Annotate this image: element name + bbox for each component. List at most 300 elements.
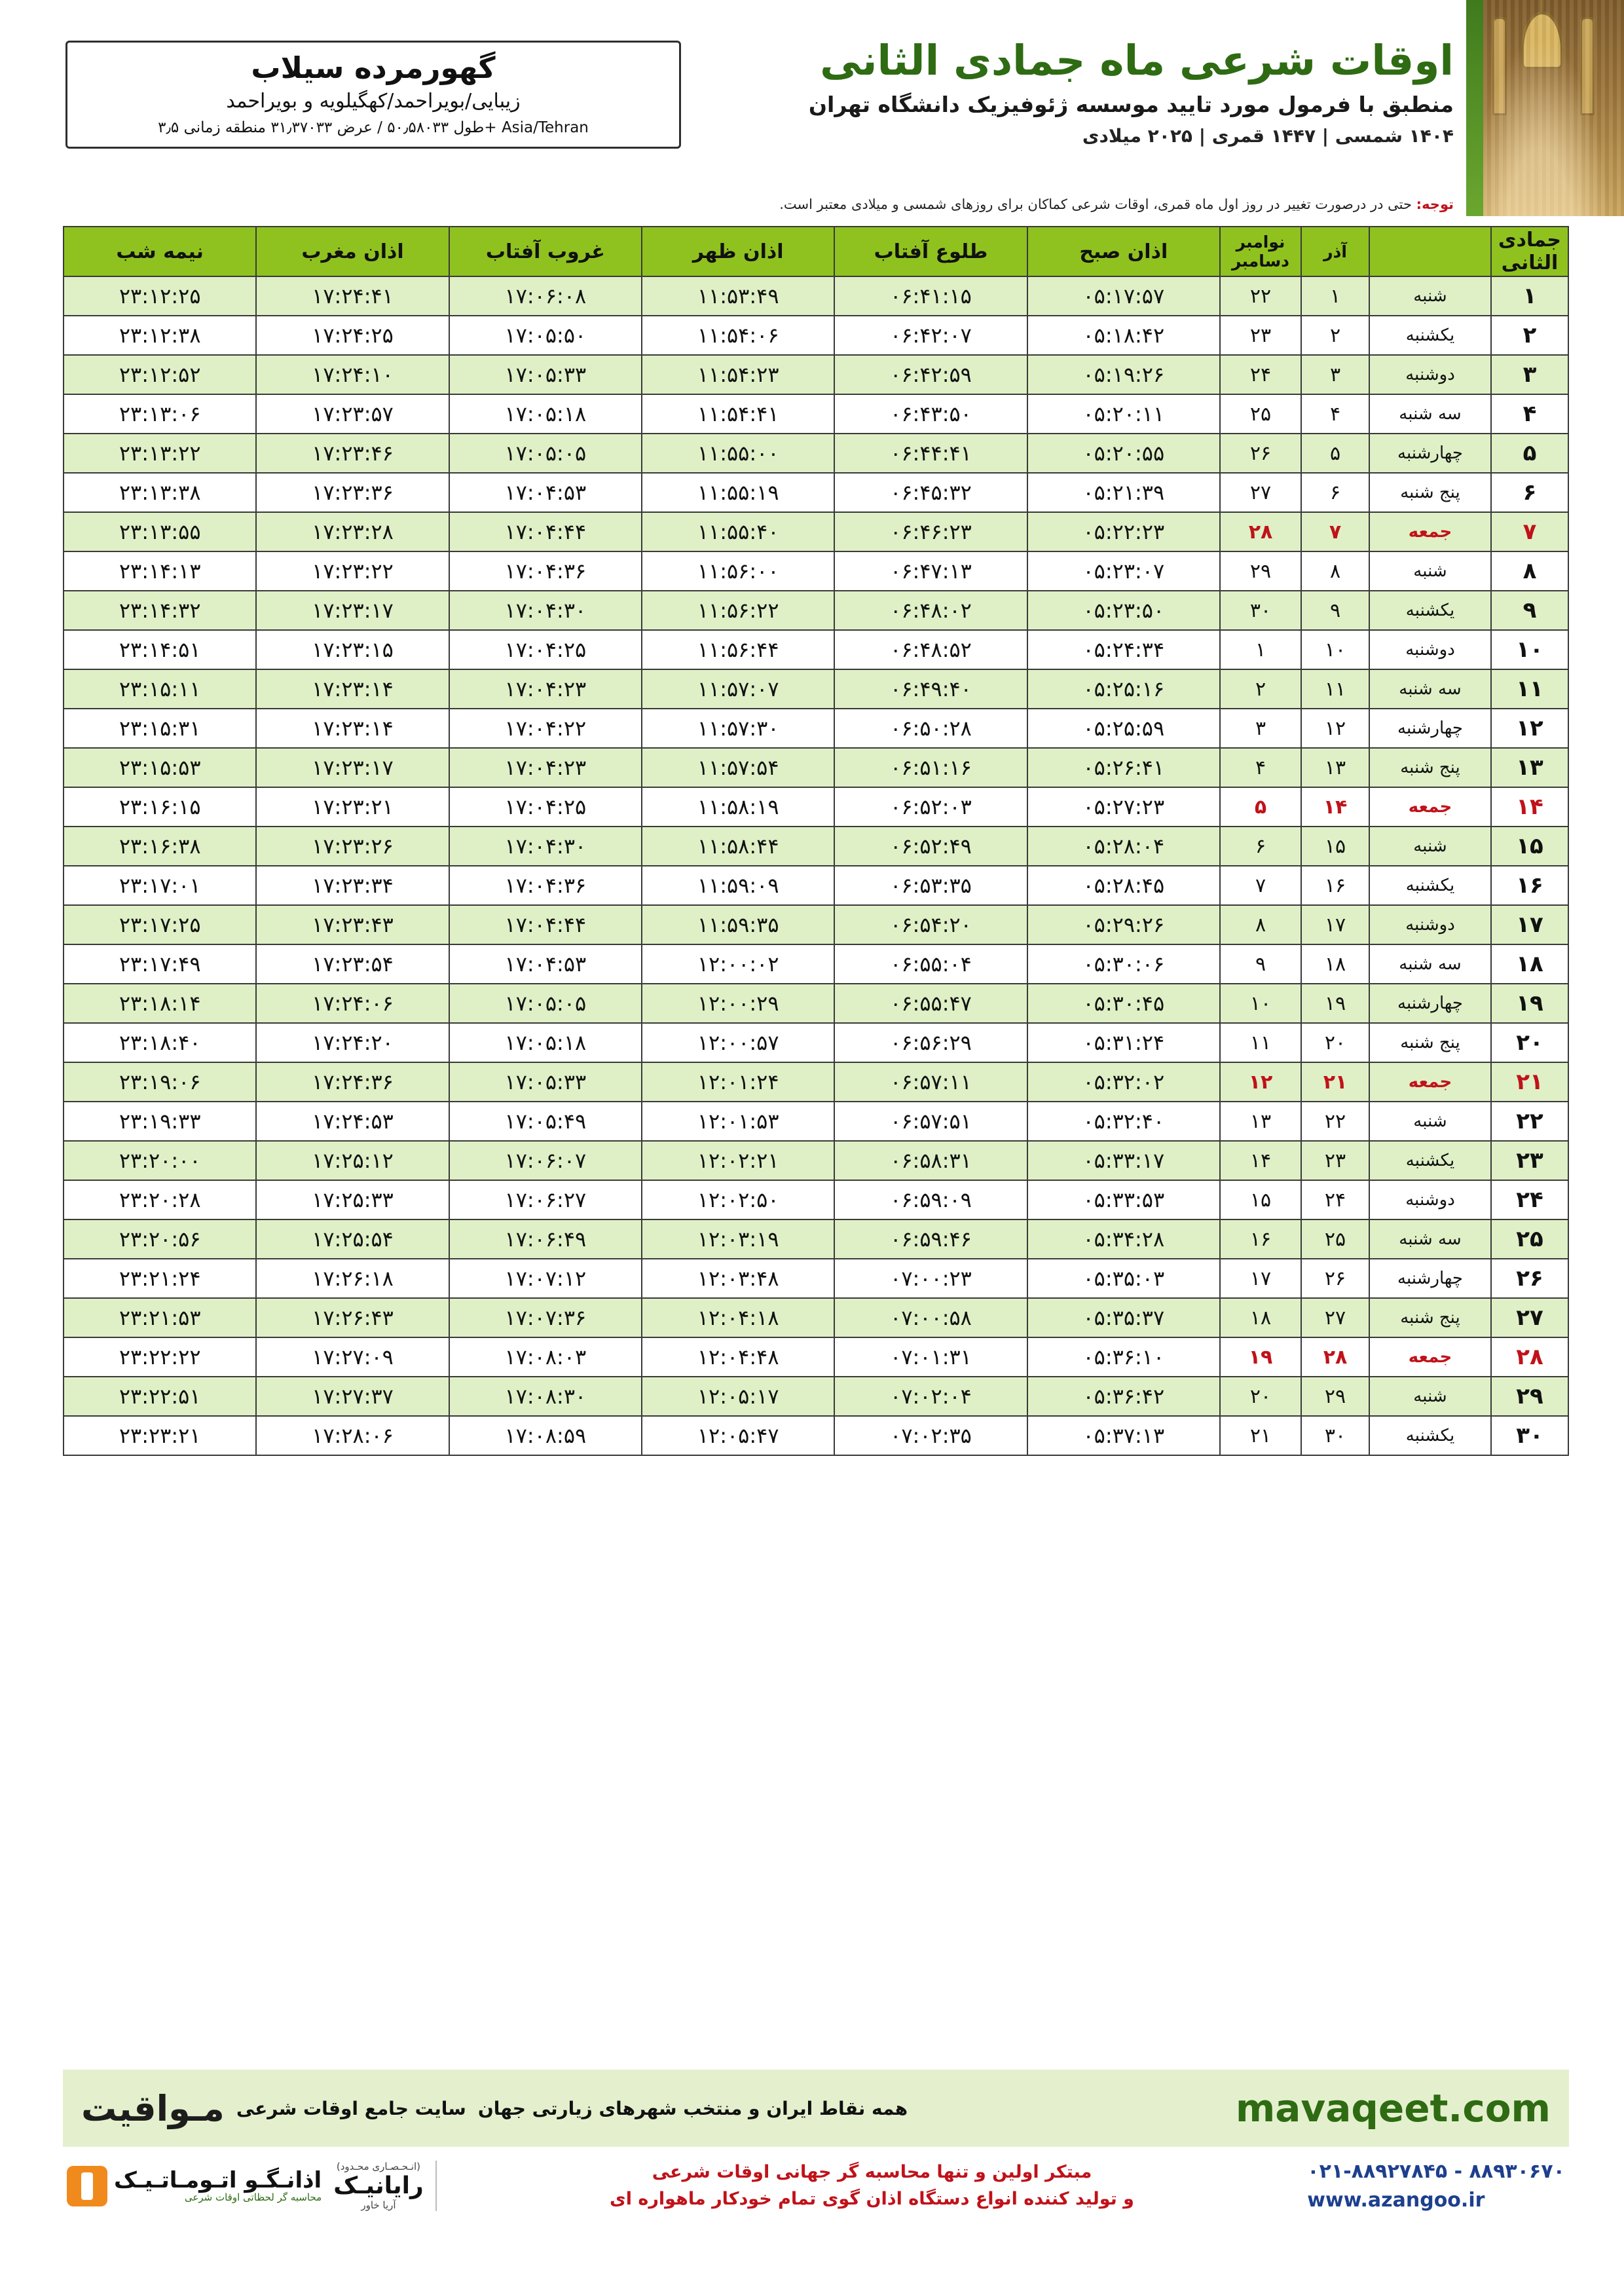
cell-dhuhr: ۱۱:۵۳:۴۹ bbox=[642, 276, 834, 316]
table-row bbox=[64, 1259, 1568, 1298]
cell-sunrise: ۰۶:۵۹:۰۹ bbox=[834, 1180, 1027, 1219]
cell-gregorian: ۱۷ bbox=[1220, 1259, 1301, 1298]
cell-sunset: ۱۷:۰۵:۱۸ bbox=[449, 394, 642, 434]
cell-weekday: جمعه bbox=[1369, 1062, 1491, 1102]
cell-maghrib: ۱۷:۲۳:۲۲ bbox=[256, 551, 449, 591]
cell-hijri-day: ۴ bbox=[1491, 394, 1568, 434]
cell-fajr: ۰۵:۳۳:۵۳ bbox=[1027, 1180, 1220, 1219]
table-row bbox=[64, 591, 1568, 630]
cell-azar: ۱ bbox=[1301, 276, 1369, 316]
cell-midnight: ۲۳:۱۲:۲۵ bbox=[64, 276, 256, 316]
table-row bbox=[64, 1062, 1568, 1102]
cell-azar: ۲۵ bbox=[1301, 1219, 1369, 1259]
cell-weekday: چهارشنبه bbox=[1369, 709, 1491, 748]
brand-block bbox=[81, 2088, 908, 2129]
cell-sunrise: ۰۶:۴۸:۵۲ bbox=[834, 630, 1027, 669]
azangoo-sub: محاسبه گر لحظاتی اوقات شرعی bbox=[184, 2191, 322, 2203]
header-sunset: غروب آفتاب bbox=[449, 227, 642, 276]
cell-fajr: ۰۵:۳۰:۴۵ bbox=[1027, 984, 1220, 1023]
cell-dhuhr: ۱۱:۵۵:۰۰ bbox=[642, 434, 834, 473]
cell-sunrise: ۰۶:۵۵:۴۷ bbox=[834, 984, 1027, 1023]
note-line bbox=[65, 196, 1454, 212]
cell-maghrib: ۱۷:۲۸:۰۶ bbox=[256, 1416, 449, 1455]
cell-azar: ۱۴ bbox=[1301, 787, 1369, 827]
cell-sunset: ۱۷:۰۴:۲۵ bbox=[449, 630, 642, 669]
title-block bbox=[733, 39, 1454, 147]
note-label: توجه: bbox=[1416, 196, 1454, 212]
cell-weekday: چهارشنبه bbox=[1369, 434, 1491, 473]
cell-sunset: ۱۷:۰۴:۵۳ bbox=[449, 473, 642, 512]
cell-azar: ۲۷ bbox=[1301, 1298, 1369, 1337]
rayanic-top-text: (انـحـصـاری محـدود) bbox=[336, 2161, 421, 2172]
cell-maghrib: ۱۷:۲۳:۱۷ bbox=[256, 748, 449, 787]
header-midnight: نیمه شب bbox=[64, 227, 256, 276]
cell-maghrib: ۱۷:۲۷:۰۹ bbox=[256, 1337, 449, 1377]
cell-azar: ۲۲ bbox=[1301, 1102, 1369, 1141]
cell-sunset: ۱۷:۰۵:۱۸ bbox=[449, 1023, 642, 1062]
cell-sunrise: ۰۶:۴۶:۲۳ bbox=[834, 512, 1027, 551]
cell-sunset: ۱۷:۰۶:۲۷ bbox=[449, 1180, 642, 1219]
cell-maghrib: ۱۷:۲۳:۳۶ bbox=[256, 473, 449, 512]
cell-gregorian: ۵ bbox=[1220, 787, 1301, 827]
table-row bbox=[64, 984, 1568, 1023]
cell-hijri-day: ۱۸ bbox=[1491, 944, 1568, 984]
cell-maghrib: ۱۷:۲۳:۵۴ bbox=[256, 944, 449, 984]
cell-midnight: ۲۳:۱۳:۲۲ bbox=[64, 434, 256, 473]
cell-dhuhr: ۱۱:۵۵:۴۰ bbox=[642, 512, 834, 551]
cell-midnight: ۲۳:۱۳:۰۶ bbox=[64, 394, 256, 434]
cell-sunrise: ۰۶:۵۲:۴۹ bbox=[834, 827, 1027, 866]
cell-midnight: ۲۳:۱۵:۵۳ bbox=[64, 748, 256, 787]
cell-hijri-day: ۱۰ bbox=[1491, 630, 1568, 669]
cell-hijri-day: ۳ bbox=[1491, 355, 1568, 394]
cell-weekday: دوشنبه bbox=[1369, 905, 1491, 944]
cell-gregorian: ۱۱ bbox=[1220, 1023, 1301, 1062]
cell-fajr: ۰۵:۲۵:۱۶ bbox=[1027, 669, 1220, 709]
cell-hijri-day: ۵ bbox=[1491, 434, 1568, 473]
cell-weekday: شنبه bbox=[1369, 827, 1491, 866]
cell-gregorian: ۳۰ bbox=[1220, 591, 1301, 630]
table-row bbox=[64, 1416, 1568, 1455]
table-row bbox=[64, 473, 1568, 512]
cell-azar: ۴ bbox=[1301, 394, 1369, 434]
cell-sunset: ۱۷:۰۶:۰۸ bbox=[449, 276, 642, 316]
contact-block bbox=[1307, 2157, 1565, 2214]
cell-fajr: ۰۵:۲۴:۳۴ bbox=[1027, 630, 1220, 669]
cell-hijri-day: ۲۵ bbox=[1491, 1219, 1568, 1259]
cell-gregorian: ۱۵ bbox=[1220, 1180, 1301, 1219]
cell-maghrib: ۱۷:۲۴:۳۶ bbox=[256, 1062, 449, 1102]
table-row bbox=[64, 827, 1568, 866]
cell-azar: ۱۲ bbox=[1301, 709, 1369, 748]
cell-fajr: ۰۵:۲۳:۵۰ bbox=[1027, 591, 1220, 630]
cell-gregorian: ۹ bbox=[1220, 944, 1301, 984]
cell-sunset: ۱۷:۰۴:۳۶ bbox=[449, 551, 642, 591]
cell-gregorian: ۲۷ bbox=[1220, 473, 1301, 512]
cell-midnight: ۲۳:۱۹:۳۳ bbox=[64, 1102, 256, 1141]
table-row bbox=[64, 355, 1568, 394]
cell-maghrib: ۱۷:۲۶:۴۳ bbox=[256, 1298, 449, 1337]
cell-fajr: ۰۵:۲۵:۵۹ bbox=[1027, 709, 1220, 748]
page-subtitle: منطبق با فرمول مورد تایید موسسه ژئوفیزیک دانشگاه تهران bbox=[808, 92, 1454, 118]
cell-midnight: ۲۳:۱۳:۵۵ bbox=[64, 512, 256, 551]
cell-sunset: ۱۷:۰۵:۳۳ bbox=[449, 1062, 642, 1102]
cell-dhuhr: ۱۱:۵۶:۰۰ bbox=[642, 551, 834, 591]
city-province: زیبایی/بویراحمد/کهگیلویه و بویراحمد bbox=[226, 89, 521, 113]
cell-sunset: ۱۷:۰۴:۴۴ bbox=[449, 905, 642, 944]
cell-azar: ۲ bbox=[1301, 316, 1369, 355]
cell-gregorian: ۱ bbox=[1220, 630, 1301, 669]
cell-hijri-day: ۱۷ bbox=[1491, 905, 1568, 944]
table-row bbox=[64, 1377, 1568, 1416]
cell-gregorian: ۲۱ bbox=[1220, 1416, 1301, 1455]
cell-dhuhr: ۱۱:۵۹:۳۵ bbox=[642, 905, 834, 944]
table-row bbox=[64, 276, 1568, 316]
cell-azar: ۵ bbox=[1301, 434, 1369, 473]
cell-azar: ۹ bbox=[1301, 591, 1369, 630]
table-row bbox=[64, 394, 1568, 434]
cell-midnight: ۲۳:۱۴:۵۱ bbox=[64, 630, 256, 669]
cell-azar: ۳۰ bbox=[1301, 1416, 1369, 1455]
prayer-times-table bbox=[63, 226, 1569, 1456]
cell-sunrise: ۰۶:۵۰:۲۸ bbox=[834, 709, 1027, 748]
cell-sunrise: ۰۶:۵۷:۱۱ bbox=[834, 1062, 1027, 1102]
table-header-row bbox=[64, 227, 1568, 276]
cell-dhuhr: ۱۱:۵۸:۴۴ bbox=[642, 827, 834, 866]
cell-maghrib: ۱۷:۲۶:۱۸ bbox=[256, 1259, 449, 1298]
cell-dhuhr: ۱۲:۰۴:۴۸ bbox=[642, 1337, 834, 1377]
table-row bbox=[64, 1219, 1568, 1259]
cell-weekday: پنج شنبه bbox=[1369, 473, 1491, 512]
cell-fajr: ۰۵:۳۶:۴۲ bbox=[1027, 1377, 1220, 1416]
cell-hijri-day: ۲۴ bbox=[1491, 1180, 1568, 1219]
cell-sunset: ۱۷:۰۴:۳۰ bbox=[449, 827, 642, 866]
cell-dhuhr: ۱۲:۰۲:۵۰ bbox=[642, 1180, 834, 1219]
cell-sunset: ۱۷:۰۴:۳۰ bbox=[449, 591, 642, 630]
cell-azar: ۲۱ bbox=[1301, 1062, 1369, 1102]
cell-midnight: ۲۳:۱۷:۴۹ bbox=[64, 944, 256, 984]
cell-hijri-day: ۲۲ bbox=[1491, 1102, 1568, 1141]
slogan-line-1: مبتکر اولین و تنها محاسبه گر جهانی اوقات شرعی bbox=[652, 2162, 1092, 2182]
rayanic-name: رایانیـک bbox=[333, 2172, 424, 2199]
header-dhuhr: اذان ظهر bbox=[642, 227, 834, 276]
cell-weekday: یکشنبه bbox=[1369, 591, 1491, 630]
cell-sunrise: ۰۶:۴۹:۴۰ bbox=[834, 669, 1027, 709]
cell-maghrib: ۱۷:۲۴:۵۳ bbox=[256, 1102, 449, 1141]
cell-sunrise: ۰۷:۰۲:۰۴ bbox=[834, 1377, 1027, 1416]
cell-weekday: پنج شنبه bbox=[1369, 748, 1491, 787]
cell-maghrib: ۱۷:۲۴:۲۵ bbox=[256, 316, 449, 355]
brand-name: مـواقیت bbox=[81, 2087, 225, 2129]
cell-azar: ۸ bbox=[1301, 551, 1369, 591]
cell-sunset: ۱۷:۰۴:۲۳ bbox=[449, 669, 642, 709]
note-text: حتی در درصورت تغییر در روز اول ماه قمری، اوقات شرعی کماکان برای روزهای شمسی و میلادی معتبر است. bbox=[779, 196, 1416, 212]
table-row bbox=[64, 1023, 1568, 1062]
cell-fajr: ۰۵:۲۰:۵۵ bbox=[1027, 434, 1220, 473]
cell-sunrise: ۰۶:۴۳:۵۰ bbox=[834, 394, 1027, 434]
cell-fajr: ۰۵:۳۵:۳۷ bbox=[1027, 1298, 1220, 1337]
rayanic-sub: آریا خاور bbox=[361, 2199, 396, 2211]
cell-fajr: ۰۵:۱۸:۴۲ bbox=[1027, 316, 1220, 355]
table-body bbox=[64, 276, 1568, 1455]
cell-fajr: ۰۵:۱۷:۵۷ bbox=[1027, 276, 1220, 316]
cell-gregorian: ۲ bbox=[1220, 669, 1301, 709]
cell-gregorian: ۷ bbox=[1220, 866, 1301, 905]
cell-sunset: ۱۷:۰۵:۴۹ bbox=[449, 1102, 642, 1141]
cell-maghrib: ۱۷:۲۳:۱۴ bbox=[256, 709, 449, 748]
cell-weekday: جمعه bbox=[1369, 1337, 1491, 1377]
cell-gregorian: ۱۸ bbox=[1220, 1298, 1301, 1337]
header-gregorian-nov: نوامبر bbox=[1236, 233, 1285, 251]
cell-maghrib: ۱۷:۲۷:۳۷ bbox=[256, 1377, 449, 1416]
cell-hijri-day: ۱۲ bbox=[1491, 709, 1568, 748]
city-coordinates: طول ۵۰٫۵۸۰۳۳ / عرض ۳۱٫۳۷۰۳۳ منطقه زمانی ۳٫۵+ Asia/Tehran bbox=[158, 119, 589, 136]
slogan-block bbox=[610, 2159, 1134, 2212]
cell-hijri-day: ۱۳ bbox=[1491, 748, 1568, 787]
table-row bbox=[64, 748, 1568, 787]
cell-dhuhr: ۱۱:۵۴:۰۶ bbox=[642, 316, 834, 355]
cell-dhuhr: ۱۲:۰۱:۵۳ bbox=[642, 1102, 834, 1141]
cell-sunrise: ۰۶:۵۳:۳۵ bbox=[834, 866, 1027, 905]
cell-maghrib: ۱۷:۲۳:۴۶ bbox=[256, 434, 449, 473]
rayanic-logo bbox=[333, 2161, 436, 2211]
cell-fajr: ۰۵:۲۰:۱۱ bbox=[1027, 394, 1220, 434]
cell-azar: ۱۵ bbox=[1301, 827, 1369, 866]
table-row bbox=[64, 944, 1568, 984]
cell-gregorian: ۴ bbox=[1220, 748, 1301, 787]
cell-midnight: ۲۳:۱۳:۳۸ bbox=[64, 473, 256, 512]
cell-azar: ۲۸ bbox=[1301, 1337, 1369, 1377]
azangoo-mark-icon bbox=[67, 2166, 107, 2206]
page-header bbox=[0, 0, 1624, 212]
cell-fajr: ۰۵:۳۱:۲۴ bbox=[1027, 1023, 1220, 1062]
cell-sunrise: ۰۷:۰۱:۳۱ bbox=[834, 1337, 1027, 1377]
cell-weekday: شنبه bbox=[1369, 551, 1491, 591]
cell-sunrise: ۰۶:۴۲:۰۷ bbox=[834, 316, 1027, 355]
header-azar: آذر bbox=[1301, 227, 1369, 276]
cell-hijri-day: ۷ bbox=[1491, 512, 1568, 551]
cell-azar: ۲۰ bbox=[1301, 1023, 1369, 1062]
cell-maghrib: ۱۷:۲۳:۲۸ bbox=[256, 512, 449, 551]
cell-gregorian: ۱۳ bbox=[1220, 1102, 1301, 1141]
cell-gregorian: ۱۶ bbox=[1220, 1219, 1301, 1259]
header-gregorian bbox=[1220, 227, 1301, 276]
page-footer bbox=[63, 2070, 1569, 2212]
cell-midnight: ۲۳:۱۶:۳۸ bbox=[64, 827, 256, 866]
cell-maghrib: ۱۷:۲۴:۰۶ bbox=[256, 984, 449, 1023]
cell-gregorian: ۱۲ bbox=[1220, 1062, 1301, 1102]
cell-sunrise: ۰۶:۵۲:۰۳ bbox=[834, 787, 1027, 827]
cell-dhuhr: ۱۱:۵۶:۴۴ bbox=[642, 630, 834, 669]
cell-weekday: دوشنبه bbox=[1369, 1180, 1491, 1219]
cell-fajr: ۰۵:۳۵:۰۳ bbox=[1027, 1259, 1220, 1298]
cell-maghrib: ۱۷:۲۳:۴۳ bbox=[256, 905, 449, 944]
cell-sunrise: ۰۶:۴۸:۰۲ bbox=[834, 591, 1027, 630]
cell-maghrib: ۱۷:۲۴:۴۱ bbox=[256, 276, 449, 316]
cell-gregorian: ۱۴ bbox=[1220, 1141, 1301, 1180]
cell-azar: ۱۳ bbox=[1301, 748, 1369, 787]
cell-sunrise: ۰۷:۰۰:۵۸ bbox=[834, 1298, 1027, 1337]
cell-sunrise: ۰۶:۴۱:۱۵ bbox=[834, 276, 1027, 316]
cell-fajr: ۰۵:۲۷:۲۳ bbox=[1027, 787, 1220, 827]
cell-azar: ۲۶ bbox=[1301, 1259, 1369, 1298]
cell-azar: ۱۰ bbox=[1301, 630, 1369, 669]
cell-azar: ۱۶ bbox=[1301, 866, 1369, 905]
cell-fajr: ۰۵:۳۴:۲۸ bbox=[1027, 1219, 1220, 1259]
cell-weekday: شنبه bbox=[1369, 1102, 1491, 1141]
cell-fajr: ۰۵:۲۱:۳۹ bbox=[1027, 473, 1220, 512]
cell-gregorian: ۲۶ bbox=[1220, 434, 1301, 473]
cell-sunrise: ۰۶:۵۹:۴۶ bbox=[834, 1219, 1027, 1259]
cell-sunrise: ۰۶:۴۲:۵۹ bbox=[834, 355, 1027, 394]
cell-sunset: ۱۷:۰۸:۰۳ bbox=[449, 1337, 642, 1377]
cell-sunset: ۱۷:۰۸:۳۰ bbox=[449, 1377, 642, 1416]
cell-weekday: دوشنبه bbox=[1369, 355, 1491, 394]
cell-midnight: ۲۳:۱۵:۱۱ bbox=[64, 669, 256, 709]
cell-hijri-day: ۲۹ bbox=[1491, 1377, 1568, 1416]
table-row bbox=[64, 866, 1568, 905]
cell-hijri-day: ۱۶ bbox=[1491, 866, 1568, 905]
cell-dhuhr: ۱۲:۰۰:۰۲ bbox=[642, 944, 834, 984]
cell-dhuhr: ۱۱:۵۴:۴۱ bbox=[642, 394, 834, 434]
cell-maghrib: ۱۷:۲۳:۵۷ bbox=[256, 394, 449, 434]
table-row bbox=[64, 709, 1568, 748]
cell-sunrise: ۰۶:۵۱:۱۶ bbox=[834, 748, 1027, 787]
cell-hijri-day: ۶ bbox=[1491, 473, 1568, 512]
cell-weekday: یکشنبه bbox=[1369, 316, 1491, 355]
azangoo-url[interactable]: www.azangoo.ir bbox=[1307, 2188, 1485, 2212]
cell-midnight: ۲۳:۲۰:۲۸ bbox=[64, 1180, 256, 1219]
table-row bbox=[64, 512, 1568, 551]
table-row bbox=[64, 316, 1568, 355]
cell-dhuhr: ۱۱:۵۹:۰۹ bbox=[642, 866, 834, 905]
cell-fajr: ۰۵:۳۲:۴۰ bbox=[1027, 1102, 1220, 1141]
cell-hijri-day: ۳۰ bbox=[1491, 1416, 1568, 1455]
table-row bbox=[64, 551, 1568, 591]
azangoo-name: اذانـگـو اتـومـاتـیـک bbox=[114, 2167, 322, 2193]
cell-sunset: ۱۷:۰۴:۲۳ bbox=[449, 748, 642, 787]
cell-weekday: جمعه bbox=[1369, 787, 1491, 827]
cell-fajr: ۰۵:۲۸:۴۵ bbox=[1027, 866, 1220, 905]
cell-gregorian: ۲۰ bbox=[1220, 1377, 1301, 1416]
cell-azar: ۶ bbox=[1301, 473, 1369, 512]
cell-weekday: یکشنبه bbox=[1369, 866, 1491, 905]
table-row bbox=[64, 1141, 1568, 1180]
cell-fajr: ۰۵:۲۶:۴۱ bbox=[1027, 748, 1220, 787]
cell-midnight: ۲۳:۱۵:۳۱ bbox=[64, 709, 256, 748]
cell-sunset: ۱۷:۰۶:۴۹ bbox=[449, 1219, 642, 1259]
header-weekday bbox=[1369, 227, 1491, 276]
cell-weekday: سه شنبه bbox=[1369, 394, 1491, 434]
cell-gregorian: ۲۲ bbox=[1220, 276, 1301, 316]
cell-maghrib: ۱۷:۲۵:۳۳ bbox=[256, 1180, 449, 1219]
table-row bbox=[64, 630, 1568, 669]
cell-azar: ۲۹ bbox=[1301, 1377, 1369, 1416]
cell-dhuhr: ۱۱:۵۷:۵۴ bbox=[642, 748, 834, 787]
cell-weekday: چهارشنبه bbox=[1369, 984, 1491, 1023]
city-info-box bbox=[65, 41, 681, 149]
footer-banner bbox=[63, 2070, 1569, 2147]
cell-midnight: ۲۳:۱۶:۱۵ bbox=[64, 787, 256, 827]
header-gregorian-dec: دسامبر bbox=[1231, 251, 1290, 270]
cell-sunrise: ۰۶:۵۵:۰۴ bbox=[834, 944, 1027, 984]
cell-dhuhr: ۱۲:۰۳:۴۸ bbox=[642, 1259, 834, 1298]
cell-weekday: یکشنبه bbox=[1369, 1416, 1491, 1455]
cell-sunset: ۱۷:۰۴:۲۵ bbox=[449, 787, 642, 827]
cell-weekday: جمعه bbox=[1369, 512, 1491, 551]
cell-azar: ۱۱ bbox=[1301, 669, 1369, 709]
header-sunrise: طلوع آفتاب bbox=[834, 227, 1027, 276]
cell-sunrise: ۰۶:۴۴:۴۱ bbox=[834, 434, 1027, 473]
city-name: گهورمرده سیلاب bbox=[251, 50, 496, 85]
cell-sunset: ۱۷:۰۴:۵۳ bbox=[449, 944, 642, 984]
cell-sunrise: ۰۶:۴۷:۱۳ bbox=[834, 551, 1027, 591]
cell-hijri-day: ۲۰ bbox=[1491, 1023, 1568, 1062]
cell-sunset: ۱۷:۰۵:۵۰ bbox=[449, 316, 642, 355]
cell-maghrib: ۱۷:۲۳:۱۴ bbox=[256, 669, 449, 709]
cell-fajr: ۰۵:۲۲:۲۳ bbox=[1027, 512, 1220, 551]
cell-midnight: ۲۳:۲۲:۵۱ bbox=[64, 1377, 256, 1416]
cell-dhuhr: ۱۲:۰۵:۴۷ bbox=[642, 1416, 834, 1455]
cell-weekday: شنبه bbox=[1369, 1377, 1491, 1416]
cell-weekday: سه شنبه bbox=[1369, 669, 1491, 709]
cell-sunset: ۱۷:۰۸:۵۹ bbox=[449, 1416, 642, 1455]
cell-sunset: ۱۷:۰۶:۰۷ bbox=[449, 1141, 642, 1180]
cell-hijri-day: ۲۳ bbox=[1491, 1141, 1568, 1180]
footer-bottom bbox=[63, 2147, 1569, 2214]
table-row bbox=[64, 669, 1568, 709]
azangoo-logo bbox=[67, 2166, 322, 2206]
cell-dhuhr: ۱۲:۰۰:۲۹ bbox=[642, 984, 834, 1023]
cell-gregorian: ۲۳ bbox=[1220, 316, 1301, 355]
cell-gregorian: ۲۵ bbox=[1220, 394, 1301, 434]
cell-dhuhr: ۱۲:۰۱:۲۴ bbox=[642, 1062, 834, 1102]
cell-weekday: پنج شنبه bbox=[1369, 1023, 1491, 1062]
cell-azar: ۲۴ bbox=[1301, 1180, 1369, 1219]
site-url[interactable]: mavaqeet.com bbox=[1235, 2086, 1551, 2130]
cell-hijri-day: ۱۴ bbox=[1491, 787, 1568, 827]
cell-midnight: ۲۳:۱۴:۳۲ bbox=[64, 591, 256, 630]
cell-midnight: ۲۳:۲۱:۲۴ bbox=[64, 1259, 256, 1298]
table-row bbox=[64, 434, 1568, 473]
cell-sunset: ۱۷:۰۵:۰۵ bbox=[449, 984, 642, 1023]
cell-midnight: ۲۳:۱۴:۱۳ bbox=[64, 551, 256, 591]
cell-maghrib: ۱۷:۲۳:۳۴ bbox=[256, 866, 449, 905]
cell-maghrib: ۱۷:۲۳:۲۶ bbox=[256, 827, 449, 866]
phone-number: ۰۲۱-۸۸۹۲۷۸۴۵ - ۸۸۹۳۰۶۷۰ bbox=[1307, 2160, 1565, 2183]
cell-gregorian: ۶ bbox=[1220, 827, 1301, 866]
cell-sunset: ۱۷:۰۷:۳۶ bbox=[449, 1298, 642, 1337]
cell-dhuhr: ۱۱:۵۷:۰۷ bbox=[642, 669, 834, 709]
cell-sunset: ۱۷:۰۴:۲۲ bbox=[449, 709, 642, 748]
cell-midnight: ۲۳:۱۲:۵۲ bbox=[64, 355, 256, 394]
cell-hijri-day: ۹ bbox=[1491, 591, 1568, 630]
cell-hijri-day: ۲۷ bbox=[1491, 1298, 1568, 1337]
cell-weekday: یکشنبه bbox=[1369, 1141, 1491, 1180]
cell-hijri-day: ۱۵ bbox=[1491, 827, 1568, 866]
table-row bbox=[64, 1180, 1568, 1219]
cell-gregorian: ۸ bbox=[1220, 905, 1301, 944]
cell-gregorian: ۲۴ bbox=[1220, 355, 1301, 394]
cell-midnight: ۲۳:۲۳:۲۱ bbox=[64, 1416, 256, 1455]
cell-midnight: ۲۳:۲۲:۲۲ bbox=[64, 1337, 256, 1377]
cell-sunrise: ۰۶:۵۷:۵۱ bbox=[834, 1102, 1027, 1141]
cell-midnight: ۲۳:۱۸:۴۰ bbox=[64, 1023, 256, 1062]
cell-fajr: ۰۵:۳۳:۱۷ bbox=[1027, 1141, 1220, 1180]
cell-hijri-day: ۲۶ bbox=[1491, 1259, 1568, 1298]
table-row bbox=[64, 787, 1568, 827]
date-line: ۱۴۰۴ شمسی | ۱۴۴۷ قمری | ۲۰۲۵ میلادی bbox=[1082, 125, 1454, 147]
